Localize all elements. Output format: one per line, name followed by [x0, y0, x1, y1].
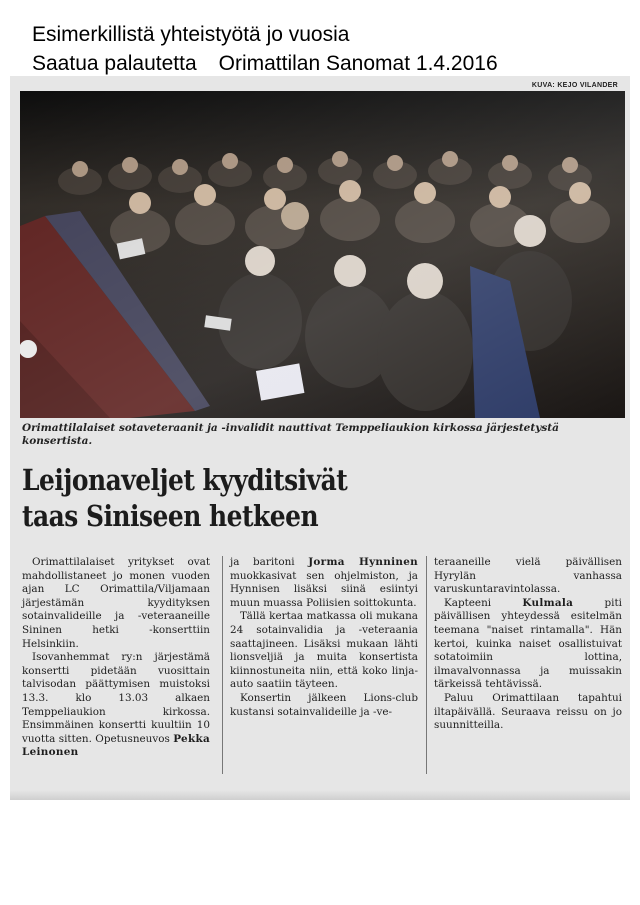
paragraph: Orimattilalaiset yritykset ovat mahdollistaneet jo monen vuoden ajan LC Orimattila/Viljamaan järjestämän kyydityksen sotainvalideille ja -veteraaneille Sininen hetki -konserttiin Helsinkiin. [22, 556, 210, 650]
header-feedback-label: Saatua palautetta [32, 52, 197, 75]
column-divider [426, 556, 427, 774]
headline-line-1: Leijonaveljet kyyditsivät [22, 463, 348, 497]
article-column-3 [434, 556, 622, 733]
person-name: Jorma Hynninen [308, 556, 419, 568]
audience-image [20, 91, 625, 418]
paragraph: Konsertin jälkeen Lions-club kustansi sotainvalideille ja -ve- [230, 691, 418, 718]
header-subtitle-row [32, 49, 498, 78]
paragraph: teraaneille vielä päivällisen Hyrylän vanhassa varuskuntaravintolassa. [434, 556, 622, 596]
paragraph: Paluu Orimattilaan tapahtui iltapäivällä. Seuraava reissu on jo suunnitteilla. [434, 691, 622, 732]
article-headline [22, 462, 347, 534]
header-title: Esimerkillistä yhteistyötä jo vuosia [32, 23, 350, 46]
paragraph [230, 556, 418, 610]
page-header [32, 20, 498, 78]
column-divider [222, 556, 223, 774]
person-name: Kulmala [522, 596, 574, 609]
article-column-2 [230, 556, 418, 719]
paragraph: Tällä kertaa matkassa oli mukana 24 sotainvalidia ja -veteraania saattajineen. Lisäksi mukaan lähti lionsveljiä ja muita konsertista kiinnostuneita niin, että koko linja-auto saatiin täyteen. [230, 610, 418, 691]
paragraph [22, 651, 210, 760]
concert-photo [20, 91, 625, 418]
article-column-1 [22, 556, 210, 760]
photo-credit: KUVA: KEJO VILANDER [531, 82, 618, 89]
paragraph-text: Isovanhemmat ry:n järjestämä konsertti pidetään vuosittain talvisodan päättymisen muistoksi 13.3. klo 13.03 alkaen Temppeliaukion kirkossa. Ensimmäinen konsertti kuultiin 10 vuotta sitten. Opetusneuvos [22, 651, 210, 745]
paragraph [434, 597, 622, 692]
article-body [22, 556, 622, 791]
paragraph-text: muokkasivat sen ohjelmiston, ja Hynnisen lisäksi siinä esiintyi muun muassa Poliisien soittokunta. [230, 569, 418, 609]
photo-caption: Orimattilalaiset sotaveteraanit ja -invalidit nauttivat Temppeliaukion kirkossa järjestetystä konsertista. [22, 422, 559, 447]
paragraph-text: ja baritoni [230, 556, 295, 568]
paragraph-text: piti päivällisen yhteydessä esitelmän teemana "naiset rintamalla". Hän kertoi, kuinka naiset osallistuivat sotatoimiin lottina, ilmavalvonnassa ja muissakin tärkeissä tehtävissä. [434, 596, 622, 691]
person-name: Pekka Leinonen [22, 732, 210, 759]
header-source: Orimattilan Sanomat 1.4.2016 [218, 52, 498, 75]
paragraph-text: Kapteeni [444, 596, 492, 609]
headline-line-2: taas Siniseen hetkeen [22, 499, 319, 533]
